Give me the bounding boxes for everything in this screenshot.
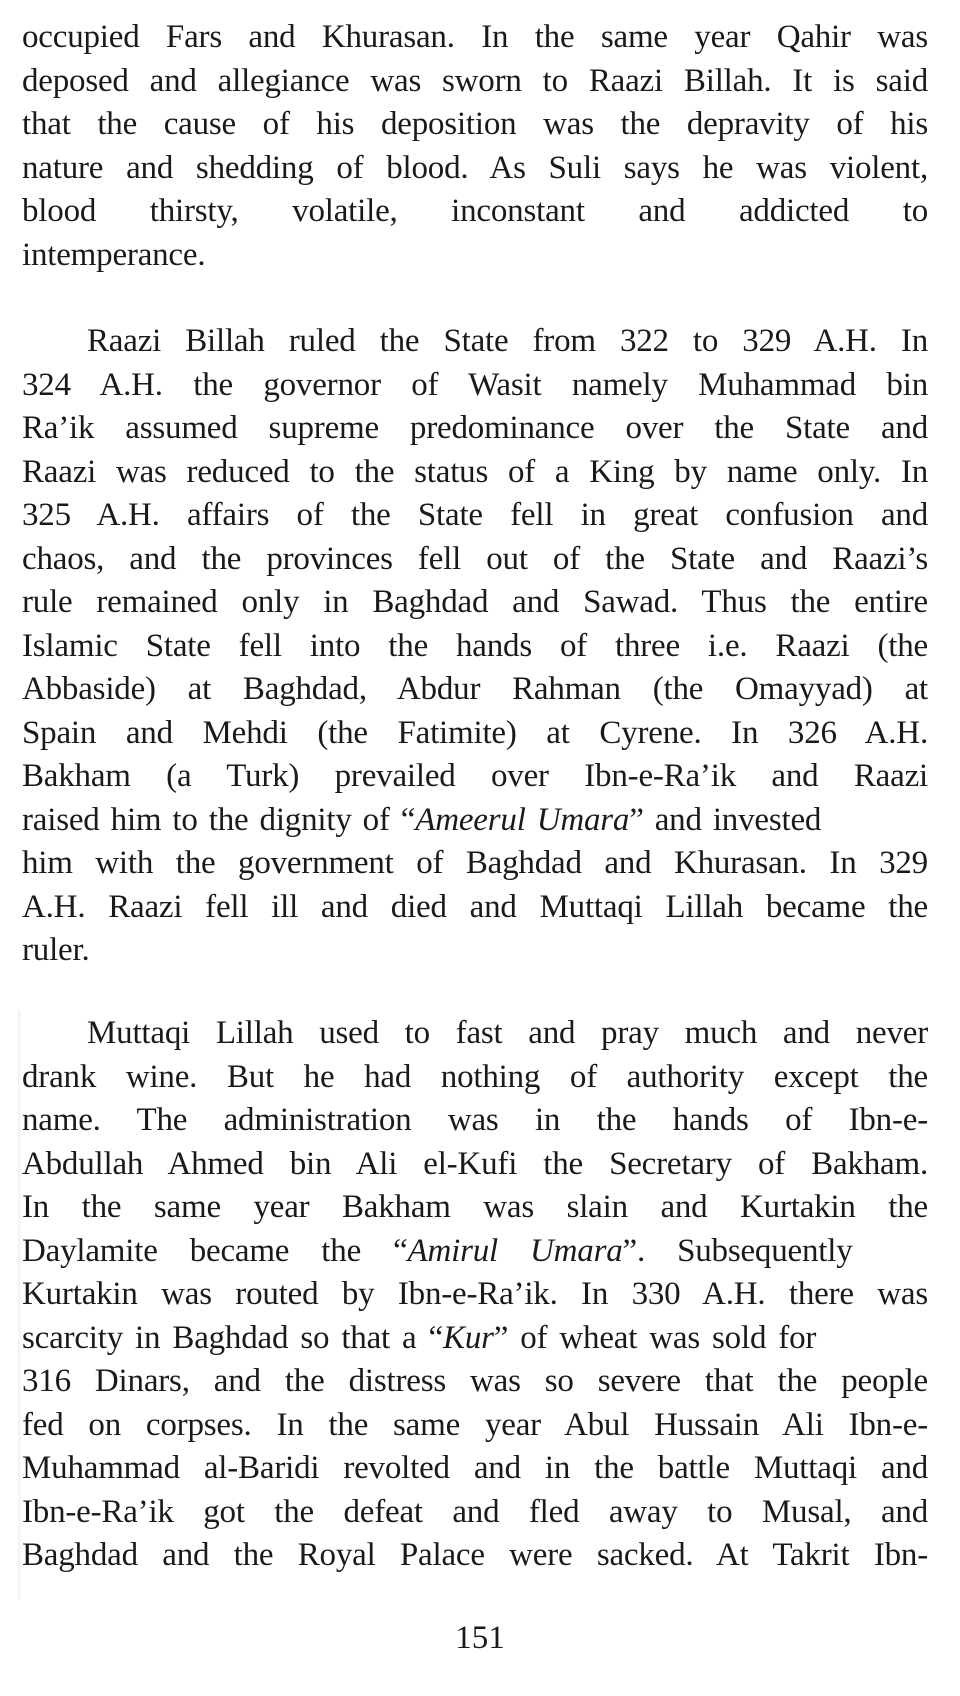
text-line: A.H. Raazi fell ill and died and Muttaqi Lillah became the (22, 888, 928, 925)
text-line: Abdullah Ahmed bin Ali el-Kufi the Secretary of Bakham. (22, 1145, 928, 1182)
text-fragment: ” and invested (629, 801, 822, 838)
italic-term: Ameerul Umara (415, 801, 630, 838)
text-line: Islamic State fell into the hands of three i.e. Raazi (the (22, 627, 928, 664)
text-line: deposed and allegiance was sworn to Raazi Billah. It is said (22, 62, 928, 99)
text-line: fed on corpses. In the same year Abul Hussain Ali Ibn-e- (22, 1406, 928, 1443)
text-line: nature and shedding of blood. As Suli says he was violent, (22, 149, 928, 186)
paragraph-2 (22, 320, 928, 973)
text-line: In the same year Bakham was slain and Kurtakin the (22, 1189, 928, 1225)
text-line (22, 1230, 928, 1274)
text-fragment: ” of wheat was sold for (493, 1319, 817, 1356)
text-line: Ra’ik assumed supreme predominance over the State and (22, 410, 928, 446)
text-line: him with the government of Baghdad and Khurasan. In 329 (22, 845, 928, 881)
italic-term: Kur (443, 1319, 494, 1356)
text-line: Spain and Mehdi (the Fatimite) at Cyrene. In 326 A.H. (22, 714, 928, 751)
text-line (22, 1317, 928, 1361)
paragraph-3 (22, 1012, 928, 1578)
text-line: that the cause of his deposition was the depravity of his (22, 106, 928, 142)
text-line: occupied Fars and Khurasan. In the same year Qahir was (22, 19, 928, 55)
text-fragment: Daylamite became the “ (22, 1232, 408, 1269)
text-line: intemperance. (22, 236, 206, 273)
text-fragment: raised him to the dignity of “ (22, 801, 416, 838)
text-line: 324 A.H. the governor of Wasit namely Muhammad bin (22, 366, 928, 403)
text-line: Kurtakin was routed by Ibn-e-Ra’ik. In 330 A.H. there was (22, 1276, 928, 1312)
text-line: drank wine. But he had nothing of authority except the (22, 1058, 928, 1095)
text-line (22, 799, 928, 843)
italic-term: Amirul Umara (407, 1232, 623, 1269)
text-line: ruler. (22, 932, 90, 968)
paragraph-1 (22, 16, 928, 277)
page-number: 151 (455, 1620, 505, 1656)
text-line: Bakham (a Turk) prevailed over Ibn-e-Ra’ik and Raazi (22, 758, 928, 794)
text-line: Raazi was reduced to the status of a King by name only. In (22, 453, 928, 490)
text-line: Muhammad al-Baridi revolted and in the battle Muttaqi and (22, 1450, 928, 1486)
text-line: name. The administration was in the hands of Ibn-e- (22, 1102, 928, 1138)
text-line: Abbaside) at Baghdad, Abdur Rahman (the Omayyad) at (22, 671, 928, 707)
text-line: Baghdad and the Royal Palace were sacked. At Takrit Ibn- (22, 1537, 928, 1573)
text-fragment: ”. Subsequently (622, 1232, 853, 1269)
text-fragment: scarcity in Baghdad so that a “ (22, 1319, 444, 1356)
text-line: Muttaqi Lillah used to fast and pray much and never (87, 1015, 928, 1051)
text-line: Ibn-e-Ra’ik got the defeat and fled away to Musal, and (22, 1493, 928, 1530)
text-line: 316 Dinars, and the distress was so severe that the people (22, 1363, 928, 1399)
text-line: Raazi Billah ruled the State from 322 to 329 A.H. In (87, 323, 928, 359)
text-line: 325 A.H. affairs of the State fell in great confusion and (22, 497, 928, 533)
text-line: blood thirsty, volatile, inconstant and addicted to (22, 193, 928, 229)
text-line: rule remained only in Baghdad and Sawad. Thus the entire (22, 584, 928, 620)
text-line: chaos, and the provinces fell out of the State and Raazi’s (22, 540, 928, 577)
